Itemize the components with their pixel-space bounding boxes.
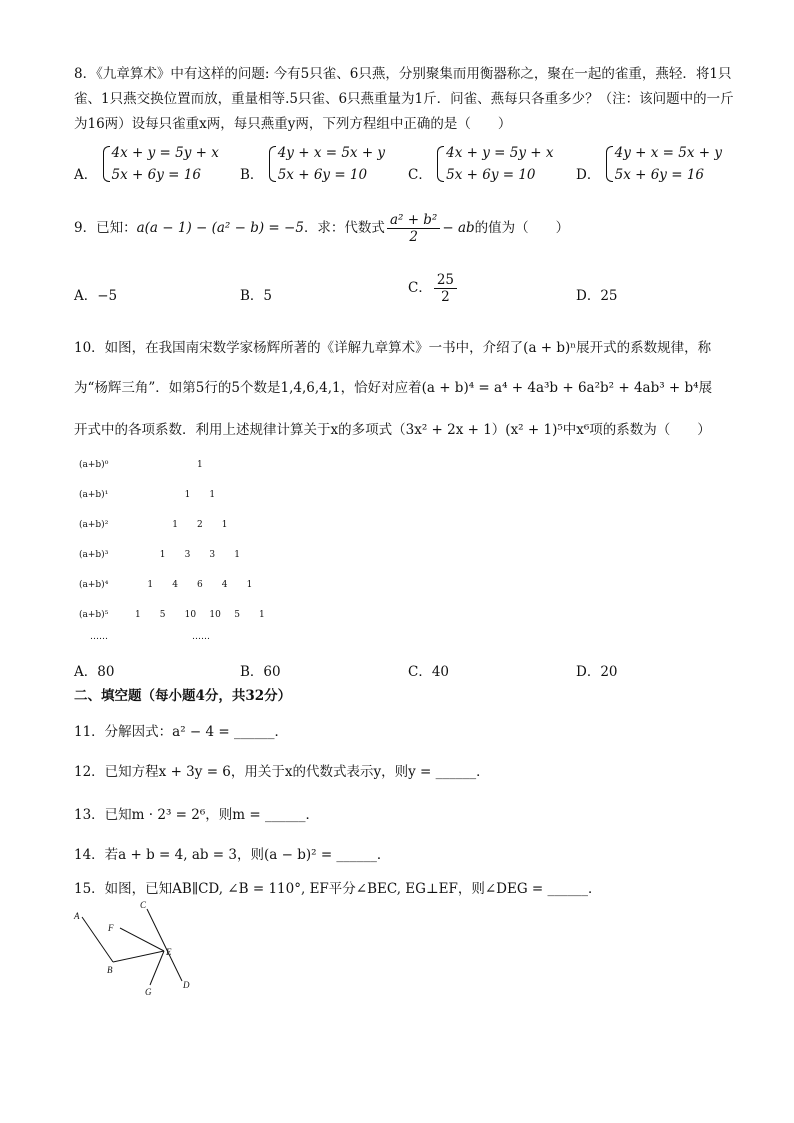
option-label: A． — [74, 664, 98, 680]
point-label: F — [108, 923, 114, 933]
question-8-text: 8．《九章算术》中有这样的问题: 今有5只雀、6只燕，分别聚集而用衡器称之，聚在一起的雀重，燕轻．将1只雀、1只燕交换位置而放，重量相等.5只雀、6只燕重量为1斤．问雀、燕每只各重多少？（注：该问题中的一斤为16两）设每只雀重x两，每只燕重y两，下列方程组中正确的是（ ） — [74, 66, 734, 132]
option-label: A． — [74, 167, 98, 183]
point-label: A — [74, 911, 80, 921]
triangle-dots: …… — [192, 632, 210, 642]
option-label: B． — [240, 664, 264, 680]
triangle-number: 1 — [259, 610, 265, 620]
triangle-number: 1 — [221, 520, 228, 530]
q10-option-b — [240, 660, 281, 680]
option-value: 40 — [431, 664, 450, 680]
triangle-number: 1 — [147, 580, 154, 590]
triangle-row-label: (a+b)¹ — [79, 490, 109, 500]
fraction-numerator: a² + b² — [387, 212, 440, 229]
option-value: −5 — [97, 288, 118, 304]
q9-after-fraction: − ab — [442, 220, 475, 236]
option-label: D． — [576, 288, 601, 304]
triangle-number: 6 — [197, 580, 203, 590]
point-label: B — [107, 965, 113, 975]
triangle-number: 2 — [197, 520, 203, 530]
q9-option-b — [240, 284, 272, 304]
triangle-number: 5 — [234, 610, 240, 620]
point-label: C — [140, 900, 147, 910]
option-label: B． — [240, 167, 264, 183]
equation-2: 5x + 6y = 16 — [111, 167, 201, 183]
option-fraction — [434, 272, 457, 305]
triangle-row-label: (a+b)³ — [79, 550, 109, 560]
q9-fraction — [387, 212, 440, 245]
triangle-row-label: (a+b)⁰ — [79, 460, 109, 470]
question-13: 13．已知m · 2³ = 2⁶，则m = ______． — [74, 807, 319, 823]
triangle-number: 10 — [184, 610, 197, 620]
option-value: 60 — [263, 664, 281, 680]
triangle-number: 4 — [221, 580, 228, 590]
option-value: 5 — [263, 288, 273, 304]
q9-suffix: 的值为（ ） — [474, 220, 570, 236]
option-label: D． — [576, 664, 601, 680]
equation-2: 5x + 6y = 16 — [614, 167, 705, 183]
equation-system — [102, 142, 219, 186]
equation-1: 4x + y = 5y + x — [111, 145, 219, 161]
question-11: 11．分解因式：a² − 4 = ______． — [74, 724, 289, 740]
question-12: 12．已知方程x + 3y = 6，用关于x的代数式表示y，则y = ______． — [74, 764, 490, 780]
triangle-number: 3 — [209, 550, 216, 560]
q8-option-c — [408, 142, 553, 186]
point-label: E — [166, 947, 172, 957]
q8-option-b — [240, 142, 385, 186]
q9-option-a — [74, 284, 117, 304]
option-label: C． — [408, 664, 432, 680]
option-label: C． — [408, 167, 432, 183]
triangle-number: 1 — [246, 580, 253, 590]
fraction-numerator: 25 — [434, 272, 457, 289]
equation-1: 4y + x = 5x + y — [277, 145, 386, 161]
option-label: B． — [240, 288, 264, 304]
triangle-dots: …… — [90, 632, 108, 642]
q9-option-c — [408, 272, 459, 305]
equation-system — [605, 142, 722, 186]
option-value: 80 — [97, 664, 115, 680]
q9-option-d — [576, 284, 618, 304]
fraction-denominator: 2 — [409, 229, 418, 245]
q8-option-a — [74, 142, 219, 186]
question-15: 15．如图，已知AB∥CD, ∠B = 110°, EF平分∠BEC, EG⊥EF，则∠DEG = ______． — [74, 881, 602, 897]
option-label: D． — [576, 167, 601, 183]
triangle-number: 1 — [209, 490, 216, 500]
point-label: D — [183, 980, 190, 990]
segment-be — [113, 951, 164, 962]
segment-eg — [150, 951, 164, 985]
question-9 — [74, 212, 569, 245]
triangle-number: 1 — [197, 460, 203, 470]
q10-line-3: 开式中的各项系数．利用上述规律计算关于x的多项式（3x² + 2x + 1）(x² + 1)⁵中x⁶项的系数为（ ） — [74, 422, 711, 438]
q10-line-2: 为“杨辉三角”．如第5行的5个数是1,4,6,4,1，恰好对应着(a + b)⁴ = a⁴ + 4a³b + 6a²b² + 4ab³ + b⁴展 — [74, 380, 713, 396]
triangle-number: 1 — [172, 520, 178, 530]
option-label: A． — [74, 288, 98, 304]
triangle-row-label: (a+b)⁴ — [79, 580, 109, 590]
q10-line-1: 10．如图，在我国南宋数学家杨辉所著的《详解九章算术》一书中，介绍了(a + b)ⁿ展开式的系数规律，称 — [74, 340, 712, 356]
triangle-number: 4 — [172, 580, 178, 590]
triangle-number: 3 — [184, 550, 191, 560]
option-value: 20 — [600, 664, 618, 680]
option-label: C． — [408, 280, 432, 296]
triangle-number: 1 — [234, 550, 240, 560]
geometry-figure — [70, 895, 210, 1000]
q9-prefix: 9．已知： — [74, 220, 137, 236]
q8-option-d — [576, 142, 722, 186]
equation-system — [436, 142, 553, 186]
question-14: 14．若a + b = 4, ab = 3，则(a − b)² = ______． — [74, 847, 391, 863]
q10-option-d — [576, 660, 618, 680]
equation-1: 4y + x = 5x + y — [614, 145, 722, 161]
q9-mid: ．求：代数式 — [303, 220, 385, 236]
triangle-number: 1 — [184, 490, 191, 500]
section-heading: 二、填空题（每小题4分，共32分） — [74, 688, 292, 704]
triangle-number: 1 — [159, 550, 166, 560]
triangle-row-label: (a+b)² — [79, 520, 109, 530]
point-label: G — [145, 987, 152, 997]
triangle-number: 5 — [159, 610, 166, 620]
equation-system — [268, 142, 385, 186]
triangle-row-label: (a+b)⁵ — [79, 610, 109, 620]
equation-1: 4x + y = 5y + x — [446, 145, 554, 161]
q10-option-c — [408, 660, 449, 680]
fraction-denominator: 2 — [441, 289, 450, 305]
option-value: 25 — [600, 288, 618, 304]
q9-given: a(a − 1) − (a² − b) = −5 — [136, 220, 304, 236]
triangle-number: 10 — [209, 610, 221, 620]
equation-2: 5x + 6y = 10 — [277, 167, 368, 183]
equation-2: 5x + 6y = 10 — [446, 167, 536, 183]
q10-option-a — [74, 660, 114, 680]
triangle-number: 1 — [135, 610, 141, 620]
